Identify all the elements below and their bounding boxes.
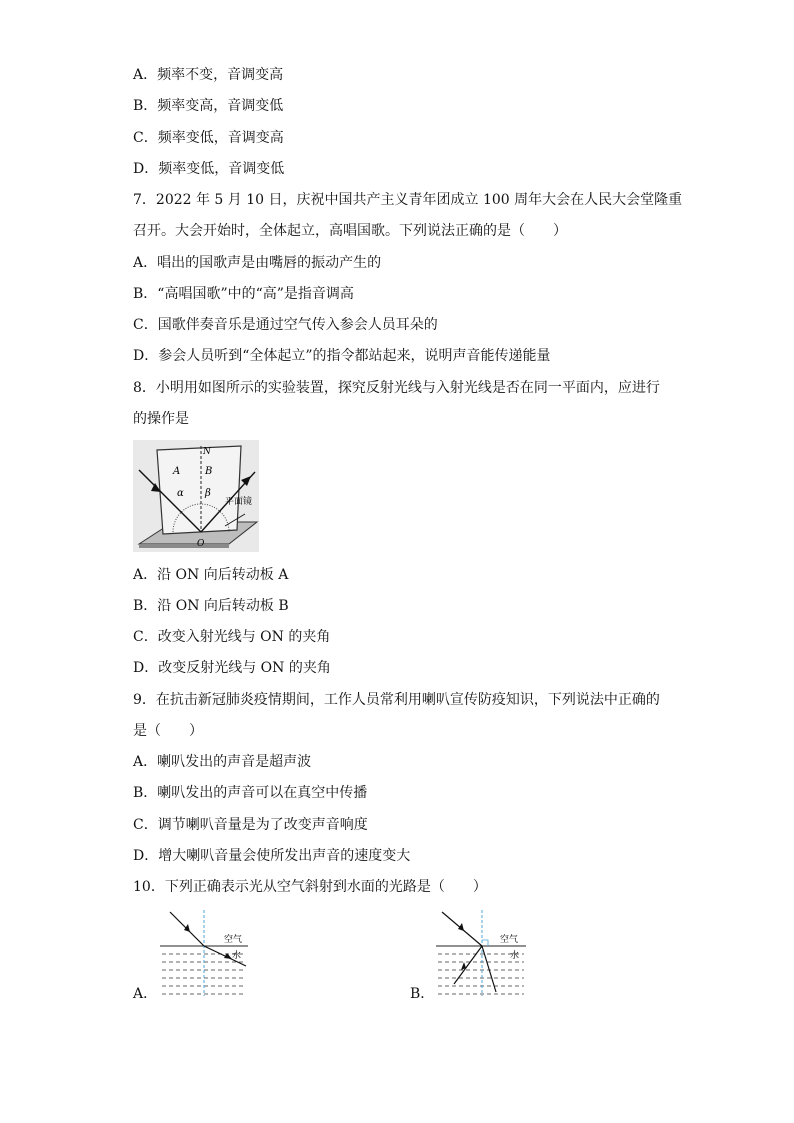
q10b-label-water: 水 bbox=[510, 951, 520, 961]
q10a-label-air: 空气 bbox=[224, 935, 243, 945]
q8-stem-line2: 的操作是 bbox=[133, 411, 189, 427]
q7-option-a: A．唱出的国歌声是由嘴唇的振动产生的 bbox=[133, 255, 382, 271]
label-o: O bbox=[197, 539, 205, 549]
q9-stem-line1: 9．在抗击新冠肺炎疫情期间，工作人员常利用喇叭宣传防疫知识，下列说法中正确的 bbox=[133, 692, 660, 708]
q10a-label-water: 水 bbox=[232, 951, 242, 961]
q9-stem-line2: 是（ ） bbox=[133, 723, 203, 739]
q8-option-a: A．沿 ON 向后转动板 A bbox=[133, 567, 289, 583]
q6-option-a: A．频率不变，音调变高 bbox=[133, 67, 284, 83]
q10-option-b-figure bbox=[434, 908, 528, 1000]
q9-option-c: C．调节喇叭音量是为了改变声音响度 bbox=[133, 817, 368, 833]
q10-option-a-letter: A． bbox=[133, 986, 158, 1002]
q8-stem-line1: 8．小明用如图所示的实验装置，探究反射光线与入射光线是否在同一平面内，应进行 bbox=[133, 380, 660, 396]
q10-stem: 10．下列正确表示光从空气斜射到水面的光路是（ ） bbox=[133, 879, 487, 895]
q7-option-d: D．参会人员听到“全体起立”的指令都站起来，说明声音能传递能量 bbox=[133, 348, 551, 364]
label-n: N bbox=[203, 447, 211, 457]
q7-option-c: C．国歌伴奏音乐是通过空气传入参会人员耳朵的 bbox=[133, 317, 438, 333]
q6-option-c: C．频率变低，音调变高 bbox=[133, 130, 284, 146]
q7-stem-line1: 7．2022 年 5 月 10 日，庆祝中国共产主义青年团成立 100 周年大会在人民大会堂隆重 bbox=[133, 192, 683, 208]
q8-option-d: D．改变反射光线与 ON 的夹角 bbox=[133, 660, 331, 676]
label-mirror: 平面镜 bbox=[225, 497, 253, 507]
label-alpha: α bbox=[177, 488, 184, 499]
q6-option-d: D．频率变低，音调变低 bbox=[133, 161, 285, 177]
q9-option-b: B．喇叭发出的声音可以在真空中传播 bbox=[133, 785, 368, 801]
q9-option-a: A．喇叭发出的声音是超声波 bbox=[133, 754, 312, 770]
q7-stem-line2: 召开。大会开始时，全体起立，高唱国歌。下列说法正确的是（ ） bbox=[133, 223, 567, 239]
label-beta: β bbox=[205, 488, 211, 499]
q10b-label-air: 空气 bbox=[500, 935, 519, 945]
q9-option-d: D．增大喇叭音量会使所发出声音的速度变大 bbox=[133, 848, 411, 864]
reflection-apparatus-figure bbox=[133, 440, 259, 552]
label-b: B bbox=[205, 466, 213, 477]
q10-option-b-letter: B． bbox=[410, 986, 435, 1002]
q8-option-c: C．改变入射光线与 ON 的夹角 bbox=[133, 629, 331, 645]
q8-option-b: B．沿 ON 向后转动板 B bbox=[133, 598, 289, 614]
q7-option-b: B．“高唱国歌”中的“高”是指音调高 bbox=[133, 286, 354, 302]
label-a: A bbox=[173, 466, 181, 477]
q10-option-a-figure bbox=[158, 908, 250, 1000]
q6-option-b: B．频率变高，音调变低 bbox=[133, 98, 284, 114]
